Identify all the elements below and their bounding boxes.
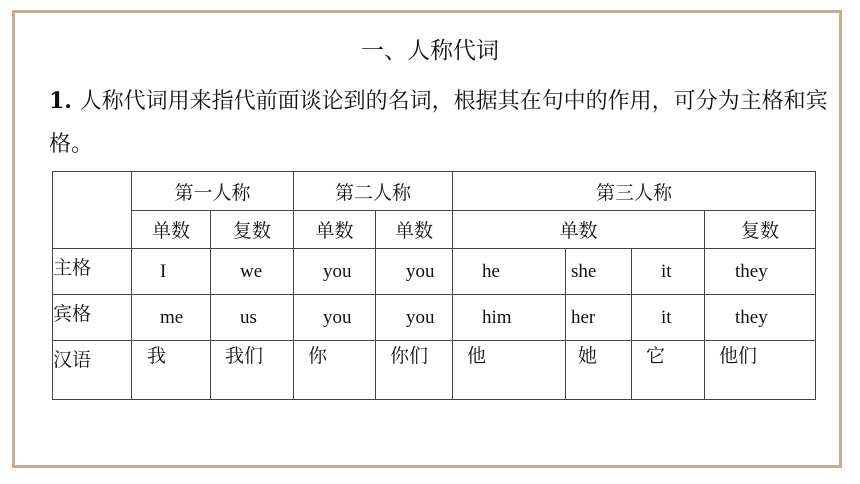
table-cell: 我们 (211, 341, 294, 400)
pronoun-table (52, 171, 816, 400)
number-header: 单数 (294, 211, 376, 249)
table-row (53, 341, 816, 400)
table-cell: you (376, 249, 453, 295)
table-cell: me (132, 295, 211, 341)
section-title: 一、人称代词 (361, 38, 499, 64)
table-cell: her (566, 295, 632, 341)
third-person-header: 第三人称 (453, 172, 816, 211)
table-cell: you (294, 295, 376, 341)
table-cell: it (632, 295, 705, 341)
table-cell: us (211, 295, 294, 341)
table-cell: him (453, 295, 566, 341)
paragraph-text: 人称代词用来指代前面谈论到的名词，根据其在句中的作用，可分为主格和宾格。 (49, 89, 828, 157)
table-cell: 她 (566, 341, 632, 400)
table-cell: I (132, 249, 211, 295)
table-cell: 你 (294, 341, 376, 400)
row-label: 主格 (53, 249, 132, 295)
table-cell: 他们 (705, 341, 816, 400)
table-cell: 它 (632, 341, 705, 400)
second-person-header: 第二人称 (294, 172, 453, 211)
table-cell: they (705, 249, 816, 295)
table-cell: she (566, 249, 632, 295)
table-row (53, 295, 816, 341)
person-header-row (53, 172, 816, 211)
number-header: 单数 (132, 211, 211, 249)
table-cell: they (705, 295, 816, 341)
row-label: 汉语 (53, 341, 132, 400)
number-header: 复数 (211, 211, 294, 249)
number-header: 单数 (376, 211, 453, 249)
paragraph-number: 1. (49, 88, 72, 114)
table-cell: 我 (132, 341, 211, 400)
table-cell: we (211, 249, 294, 295)
table-cell: he (453, 249, 566, 295)
table-cell: it (632, 249, 705, 295)
number-header: 复数 (705, 211, 816, 249)
table-cell: you (294, 249, 376, 295)
corner-cell (53, 172, 132, 249)
table-cell: 你们 (376, 341, 453, 400)
first-person-header: 第一人称 (132, 172, 294, 211)
table-cell: you (376, 295, 453, 341)
definition-paragraph (49, 80, 839, 166)
number-header-row (53, 211, 816, 249)
table-cell: 他 (453, 341, 566, 400)
row-label: 宾格 (53, 295, 132, 341)
table-row (53, 249, 816, 295)
number-header: 单数 (453, 211, 705, 249)
